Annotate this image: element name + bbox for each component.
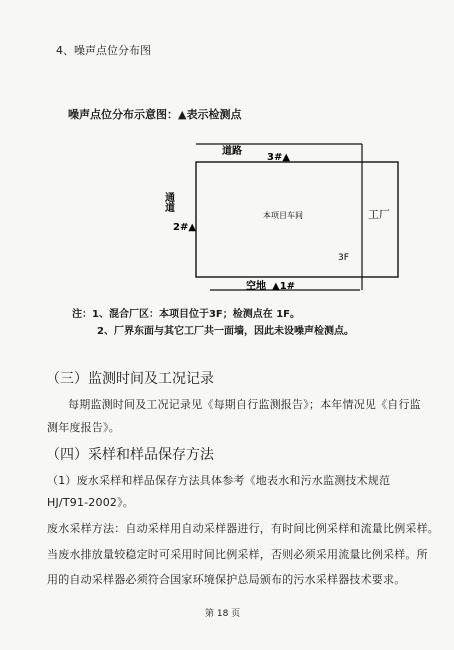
factory-right-label: 工厂 [368,208,390,221]
sampling-line-4: 当废水排放量较稳定时可采用时间比例采样，否则必须采用流量比例采样。所 [47,548,428,561]
road-top-label: 道路 [222,146,242,157]
point-1-label: ▲1# [272,281,296,292]
section-heading: 4、噪声点位分布图 [56,44,151,57]
page-number: 第 18 页 [205,609,241,619]
sampling-section-title: （四）采样和样品保存方法 [46,447,214,463]
sampling-line-2: HJ/T91-2002》。 [47,496,135,509]
sampling-line-1: （1）废水采样和样品保存方法具体参考《地表水和污水监测技术规范 [47,474,391,487]
open-space-label: 空地 [246,281,266,292]
monitor-body-line-2: 测年度报告》。 [47,421,120,434]
point-2-label: 2#▲ [173,222,197,233]
monitor-body-line-1: 每期监测时间及工况记录见《每期自行监测报告》；本年情况见《自行监 [68,398,421,411]
sampling-line-5: 用的自动采样器必须符合国家环境保护总局颁布的污水采样器技术要求。 [47,573,406,586]
monitor-section-title: （三）监测时间及工况记录 [46,371,214,387]
note-1: 注：1、混合厂区：本项目位于3F；检测点在 1F。 [72,309,301,320]
floor-3f-label: 3F [338,253,349,263]
main-building-label: 本项目车间 [263,211,303,220]
point-3-label: 3#▲ [267,152,291,163]
diagram-caption: 噪声点位分布示意图：▲表示检测点 [68,108,242,121]
note-2: 2、厂界东面与其它工厂共一面墙，因此未设噪声检测点。 [97,326,354,337]
sampling-line-3: 废水采样方法：自动采样用自动采样器进行，有时间比例采样和流量比例采样。 [47,522,439,535]
road-left-label: 通道 [162,192,174,212]
